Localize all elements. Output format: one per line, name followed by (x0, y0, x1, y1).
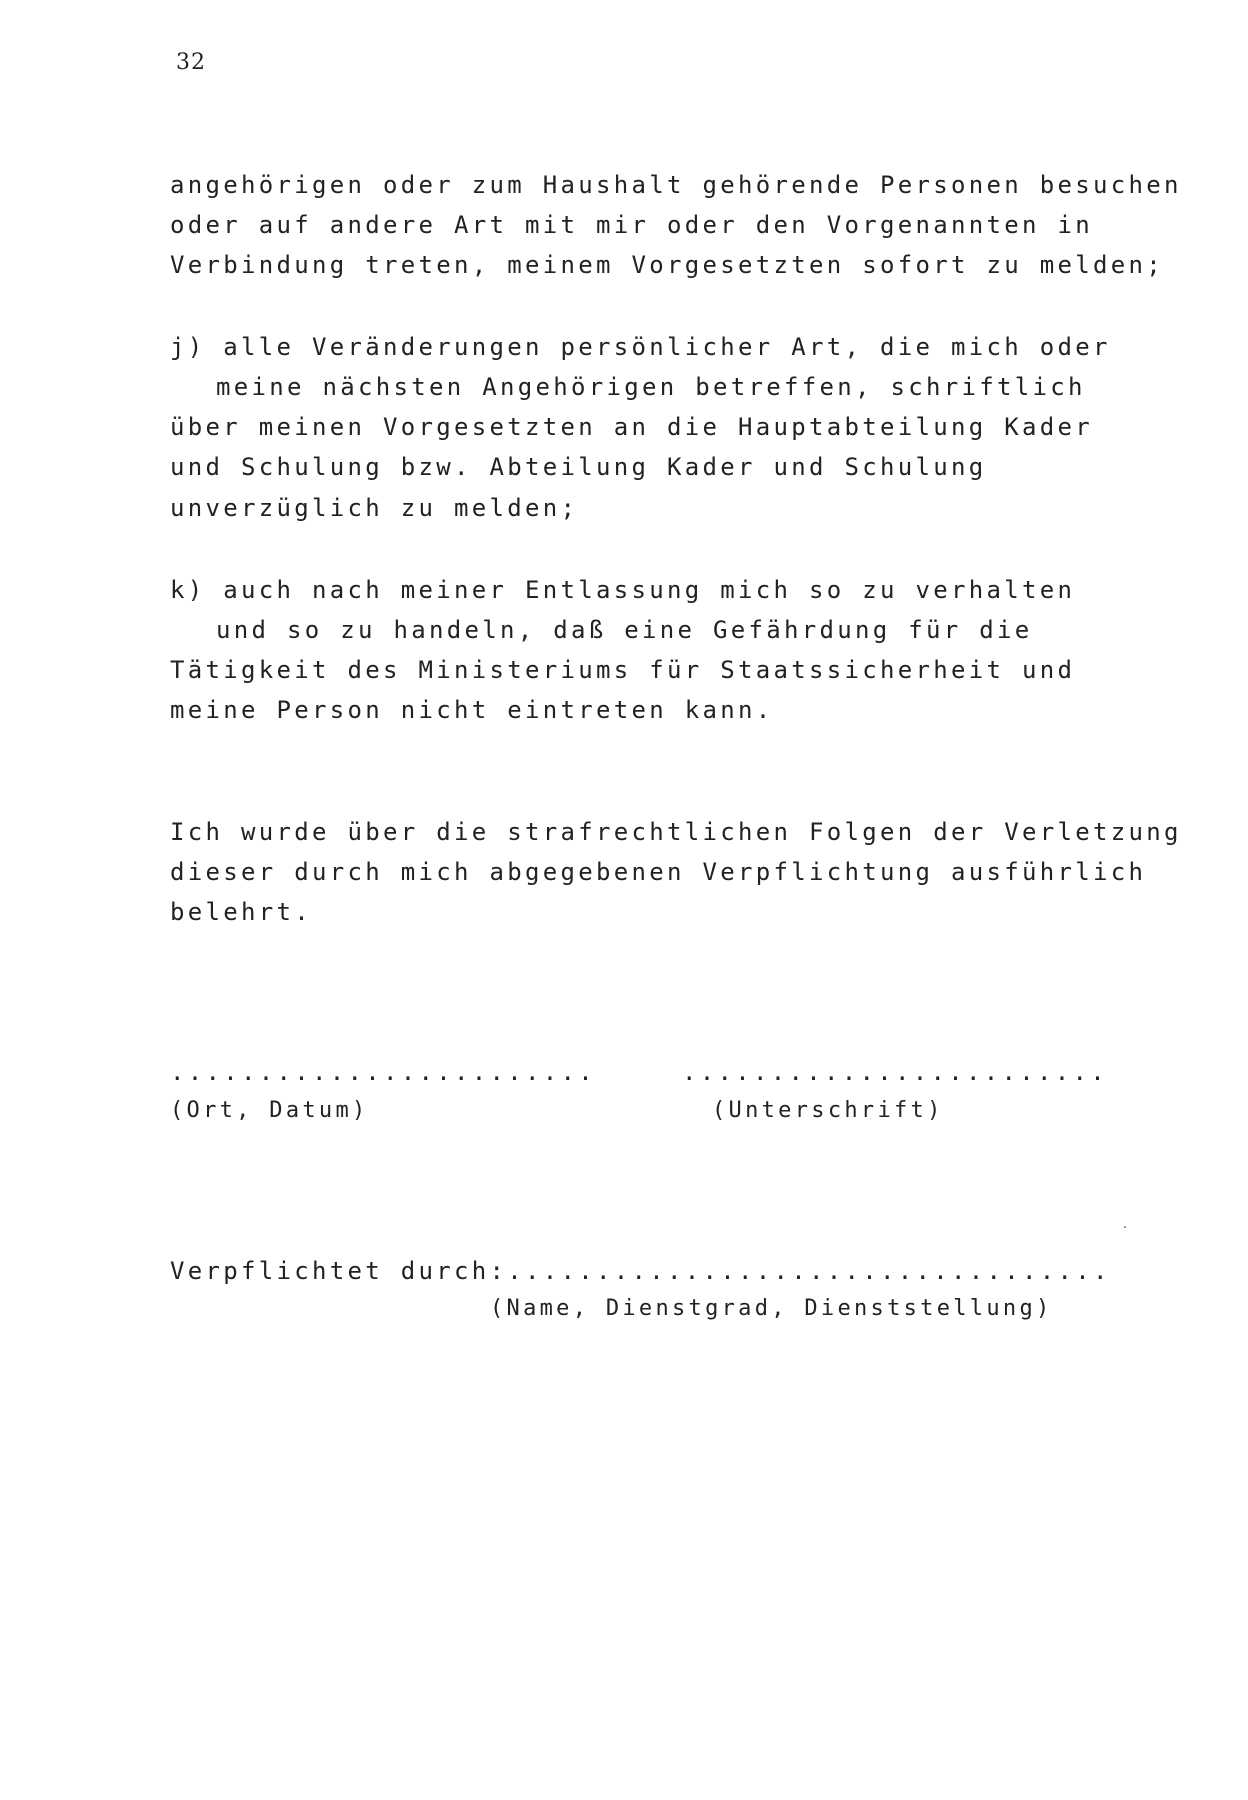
scan-speck (1124, 1226, 1126, 1228)
text-line: k) auch nach meiner Entlassung mich so zu verhalten (170, 576, 1076, 604)
signature-label: (Unterschrift) (712, 1098, 944, 1123)
text-line: j) alle Veränderungen persönlicher Art, die mich oder (170, 333, 1111, 361)
obligated-by-line (170, 1256, 1111, 1286)
text-line: Tätigkeit des Ministeriums für Staatssicherheit und (170, 656, 1076, 684)
text-line: meine nächsten Angehörigen betreffen, schriftlich (216, 373, 1086, 401)
text-line: Verbindung treten, meinem Vorgesetzten sofort zu melden; (170, 251, 1164, 279)
text-line: angehörigen oder zum Haushalt gehörende Personen besuchen (170, 171, 1182, 199)
text-line: und Schulung bzw. Abteilung Kader und Schulung (170, 453, 987, 481)
text-line: unverzüglich zu melden; (170, 494, 579, 522)
place-date-label: (Ort, Datum) (170, 1098, 369, 1123)
text-line: über meinen Vorgesetzten an die Hauptabteilung Kader (170, 413, 1093, 441)
text-line: belehrt. (170, 898, 312, 926)
text-line: dieser durch mich abgegebenen Verpflichtung ausführlich (170, 858, 1147, 886)
obligated-by-hint: (Name, Dienstgrad, Dienststellung) (490, 1296, 1053, 1321)
text-line: und so zu handeln, daß eine Gefährdung für die (216, 616, 1033, 644)
obligated-by-label: Verpflichtet durch: (170, 1257, 508, 1285)
text-line: Ich wurde über die strafrechtlichen Folgen der Verletzung (170, 818, 1182, 846)
obligated-by-dots: .................................. (507, 1257, 1111, 1285)
signature-line: ........................ (682, 1058, 1108, 1086)
text-line: meine Person nicht eintreten kann. (170, 696, 774, 724)
page-number: 32 (176, 50, 206, 75)
place-date-line: ........................ (170, 1058, 596, 1086)
text-line: oder auf andere Art mit mir oder den Vorgenannten in (170, 211, 1093, 239)
